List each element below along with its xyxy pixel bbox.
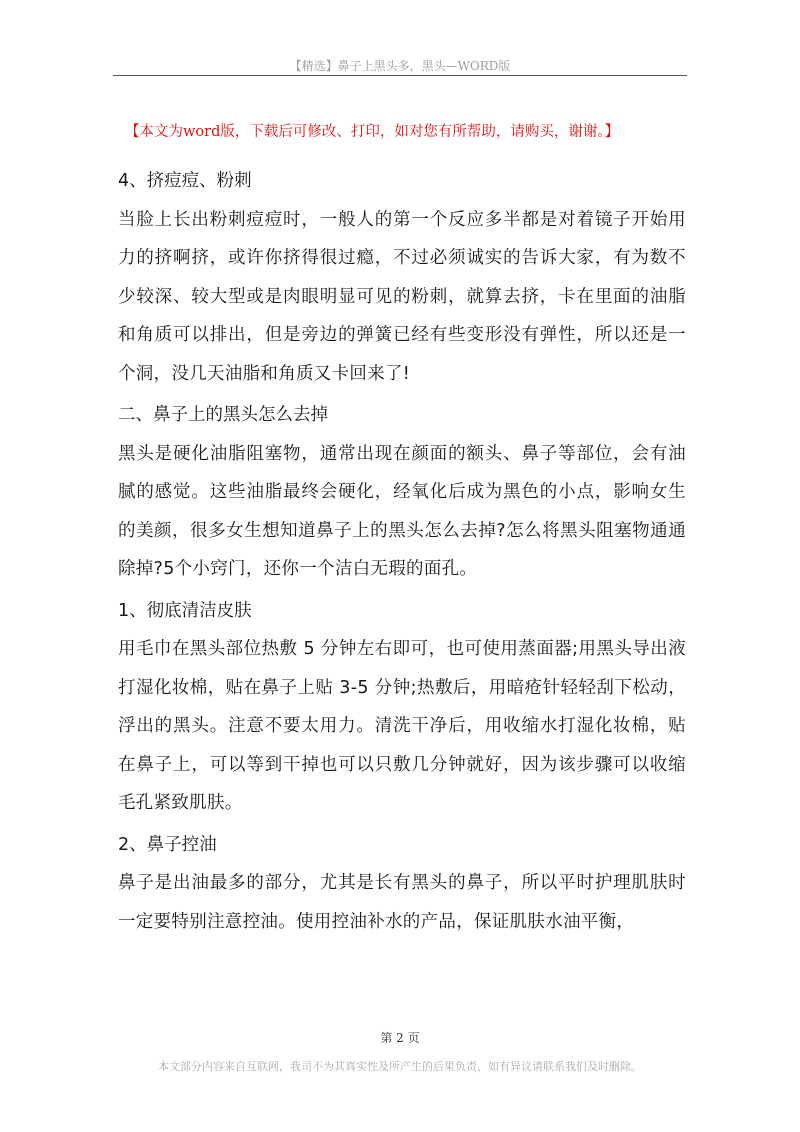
- heading-nose-oil-control: 2、鼻子控油: [118, 834, 217, 855]
- purchase-notice: 【本文为word版，下载后可修改、打印，如对您有所帮助，请购买，谢谢。】: [125, 124, 620, 140]
- paragraph-remove-blackheads: 黑头是硬化油脂阻塞物，通常出现在颜面的额头、鼻子等部位，会有油腻的感觉。这些油脂最终会硬化，经氧化后成为黑色的小点，影响女生的美颜，很多女生想知道鼻子上的黑头怎么去掉?怎么将黑头阻塞物通通除掉?5个小窍门，还你一个洁白无瑕的面孔。: [118, 443, 686, 579]
- document-body: [118, 162, 686, 941]
- document-header-title: 【精选】鼻子上黑头多，黑头—WORD版: [289, 59, 511, 73]
- paragraph-clean-skin: 用毛巾在黑头部位热敷 5 分钟左右即可，也可使用蒸面器;用黑头导出液打湿化妆棉，贴在鼻子上贴 3-5 分钟;热敷后，用暗疮针轻轻刮下松动，浮出的黑头。注意不要太用力。清洗干净后，用收缩水打湿化妆棉，贴在鼻子上，可以等到干掉也可以只敷几分钟就好，因为该步骤可以收缩毛孔紧致肌肤。: [118, 639, 686, 813]
- heading-clean-skin: 1、彻底清洁皮肤: [118, 600, 252, 621]
- page-number: 第 2 页: [380, 1031, 420, 1045]
- paragraph-nose-oil-control: 鼻子是出油最多的部分，尤其是长有黑头的鼻子，所以平时护理肌肤时一定要特别注意控油。使用控油补水的产品，保证肌肤水油平衡，: [118, 873, 686, 932]
- header-divider: [113, 75, 687, 76]
- heading-remove-blackheads: 二、鼻子上的黑头怎么去掉: [118, 405, 328, 425]
- heading-squeeze-acne: 4、挤痘痘、粉刺: [118, 171, 252, 191]
- footer-disclaimer: 本文部分内容来自互联网，我司不为其真实性及所产生的后果负责，如有异议请联系我们及时删除。: [158, 1060, 642, 1073]
- paragraph-squeeze-acne: 当脸上长出粉刺痘痘时，一般人的第一个反应多半都是对着镜子开始用力的挤啊挤，或许你挤得很过瘾，不过必须诚实的告诉大家，有为数不少较深、较大型或是肉眼明显可见的粉刺，就算去挤，卡在里面的油脂和角质可以排出，但是旁边的弹簧已经有些变形没有弹性，所以还是一个洞，没几天油脂和角质又卡回来了!: [118, 209, 686, 384]
